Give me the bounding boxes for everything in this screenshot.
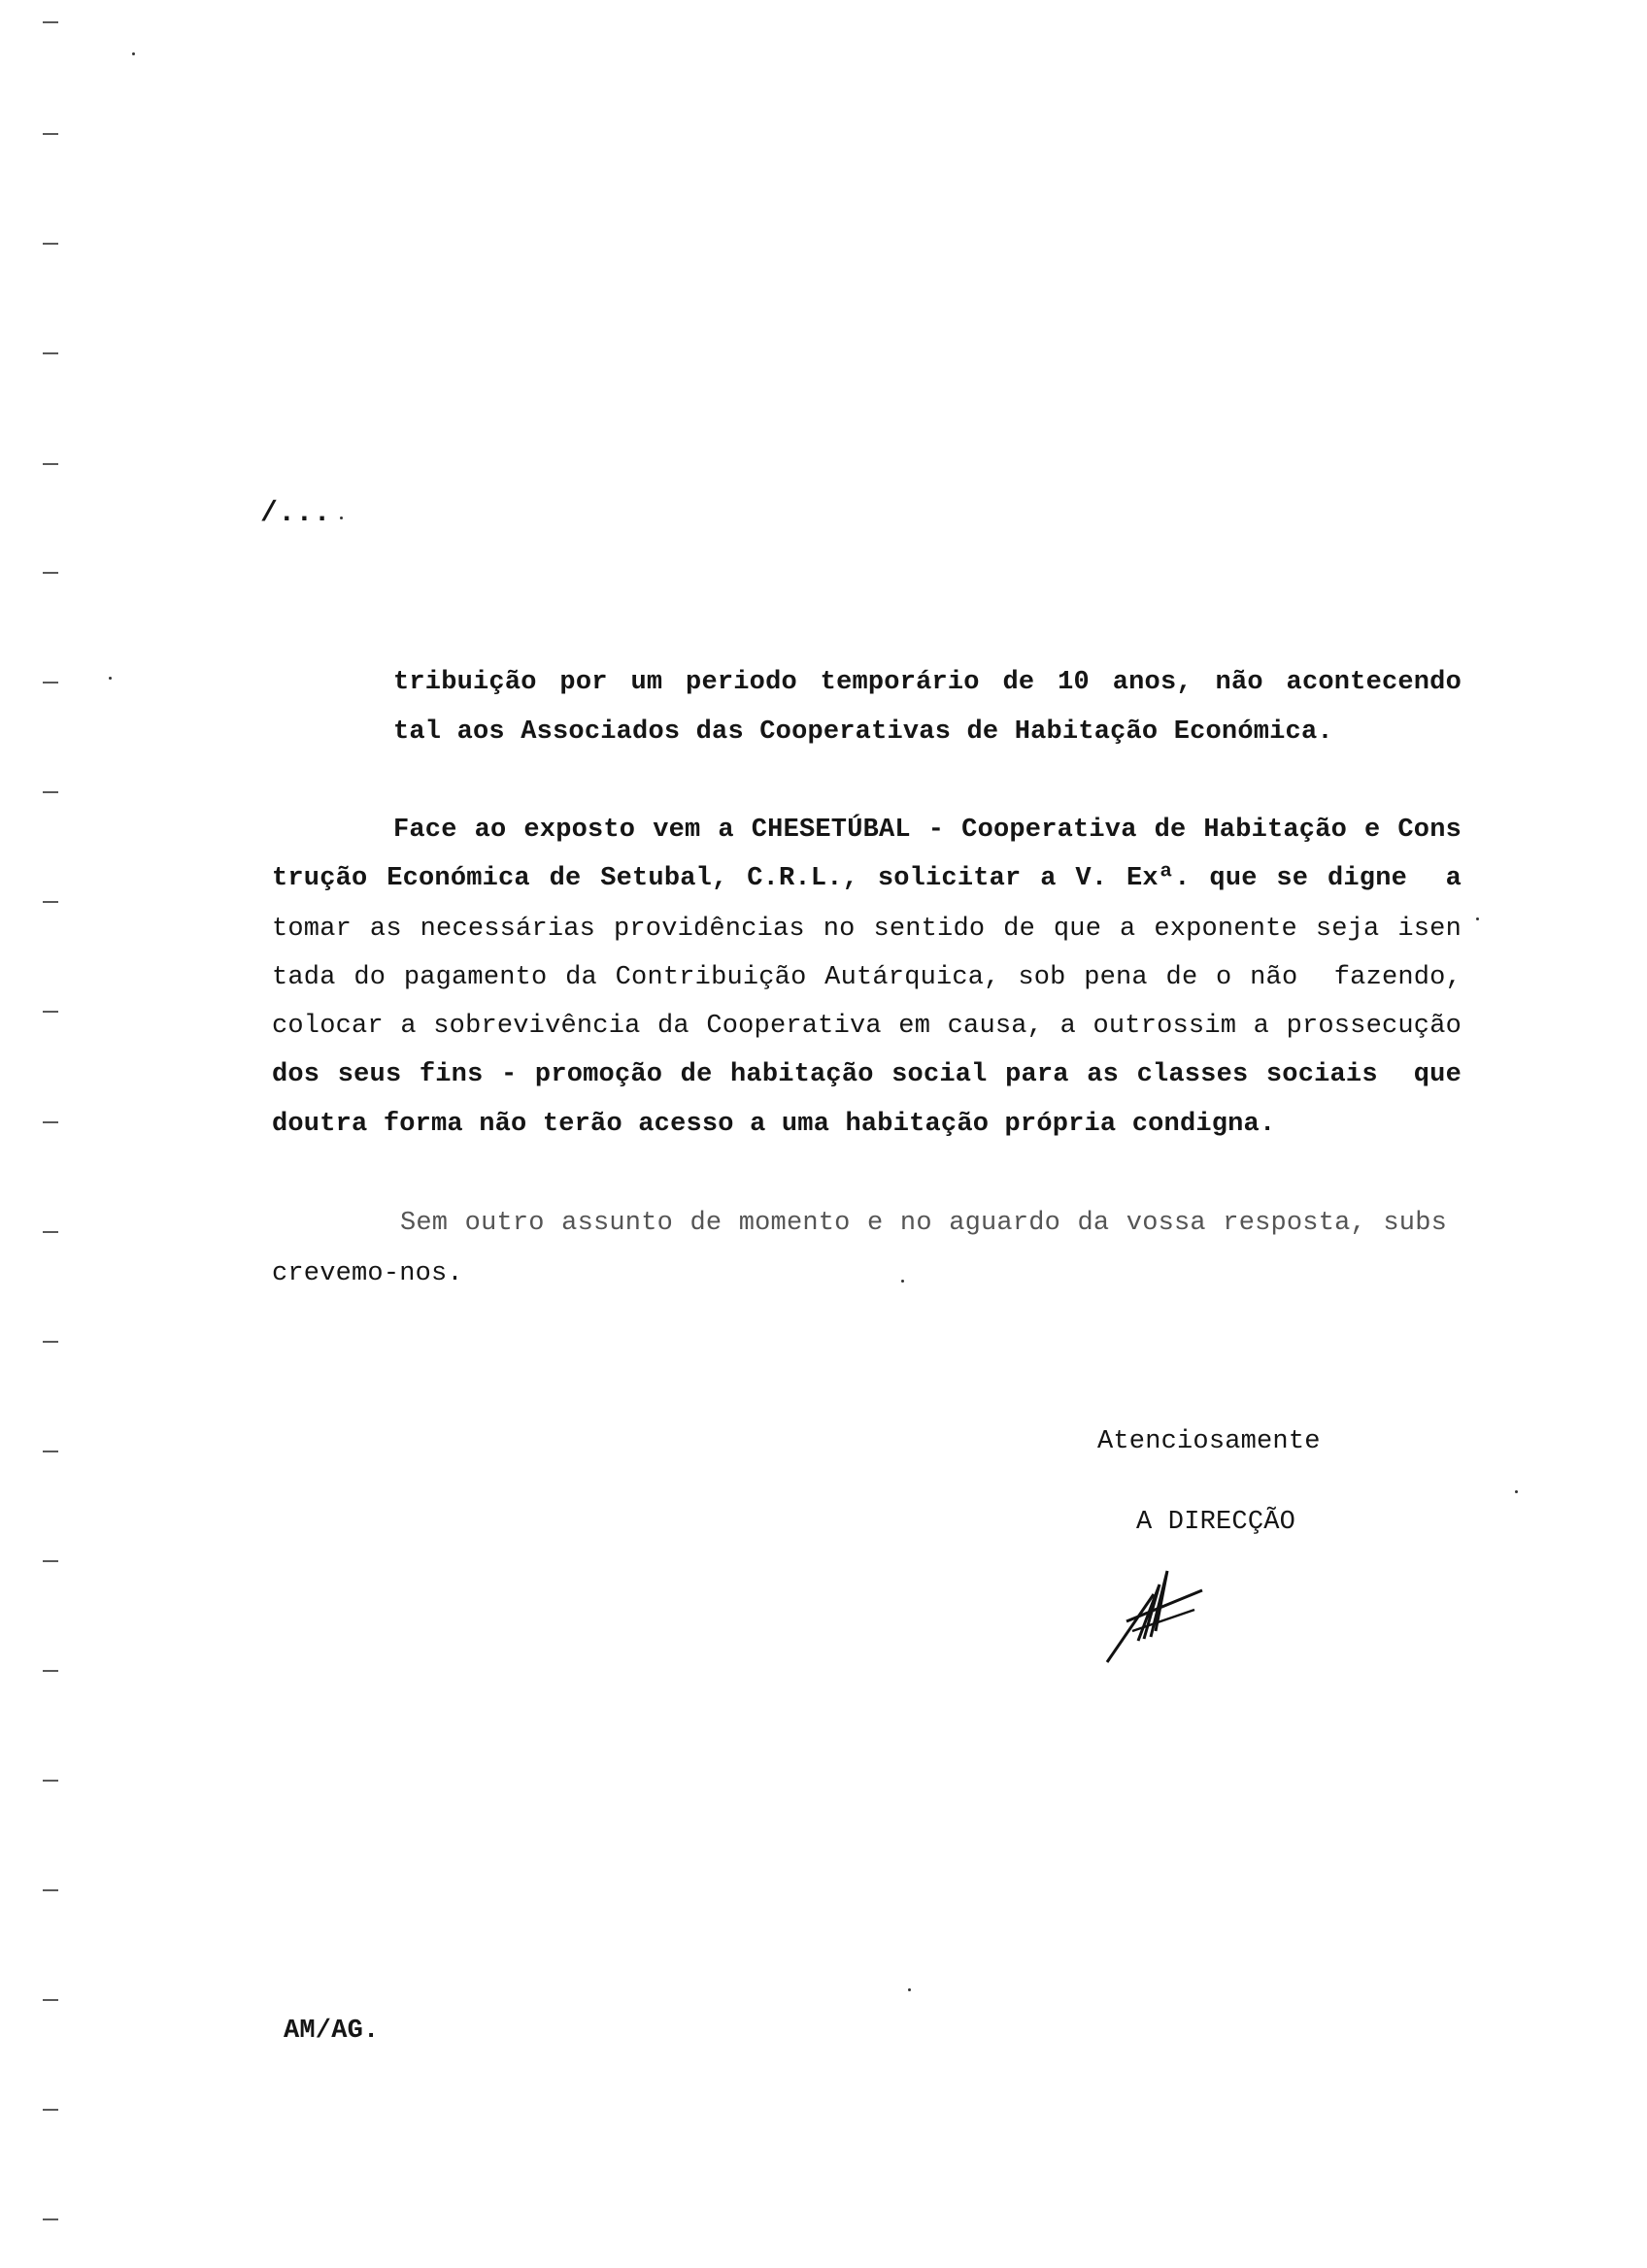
paragraph-2-line-7: doutra forma não terão acesso a uma habitação própria condigna.: [272, 1110, 1276, 1139]
handwritten-signature: [1097, 1553, 1214, 1670]
paragraph-2-line-3: tomar as necessárias providências no sentido de que a exponente seja isen: [272, 915, 1462, 944]
scan-speck: [1515, 1490, 1518, 1493]
scan-speck: [132, 52, 135, 55]
scan-speck: [908, 1988, 911, 1991]
signatory: A DIRECÇÃO: [1136, 1508, 1296, 1537]
scan-speck: [340, 517, 343, 519]
continuation-mark: /...: [260, 497, 331, 530]
paragraph-2-line-2: trução Económica de Setubal, C.R.L., solicitar a V. Exª. que se digne a: [272, 864, 1462, 893]
paragraph-2-line-4: tada do pagamento da Contribuição Autárquica, sob pena de o não fazendo,: [272, 963, 1462, 992]
reference-initials: AM/AG.: [284, 2017, 380, 2046]
paragraph-3-line-2: crevemo-nos.: [272, 1259, 463, 1288]
paragraph-2-line-6: dos seus fins - promoção de habitação social para as classes sociais que: [272, 1060, 1462, 1089]
paragraph-2-line-5: colocar a sobrevivência da Cooperativa em causa, a outrossim a prossecução: [272, 1012, 1462, 1041]
scan-speck: [1476, 917, 1479, 920]
paragraph-3-line-1: Sem outro assunto de momento e no aguardo da vossa resposta, subs: [400, 1209, 1447, 1238]
paragraph-1-line-2: tal aos Associados das Cooperativas de Habitação Económica.: [393, 717, 1333, 747]
paragraph-1-line-1: tribuição por um periodo temporário de 10 anos, não acontecendo: [393, 668, 1462, 697]
binding-margin-marks: [39, 0, 68, 2268]
closing-salutation: Atenciosamente: [1097, 1427, 1321, 1456]
scan-speck: [109, 677, 112, 680]
paragraph-2-line-1: Face ao exposto vem a CHESETÚBAL - Cooperativa de Habitação e Cons: [393, 816, 1462, 845]
scan-speck: [901, 1280, 904, 1283]
